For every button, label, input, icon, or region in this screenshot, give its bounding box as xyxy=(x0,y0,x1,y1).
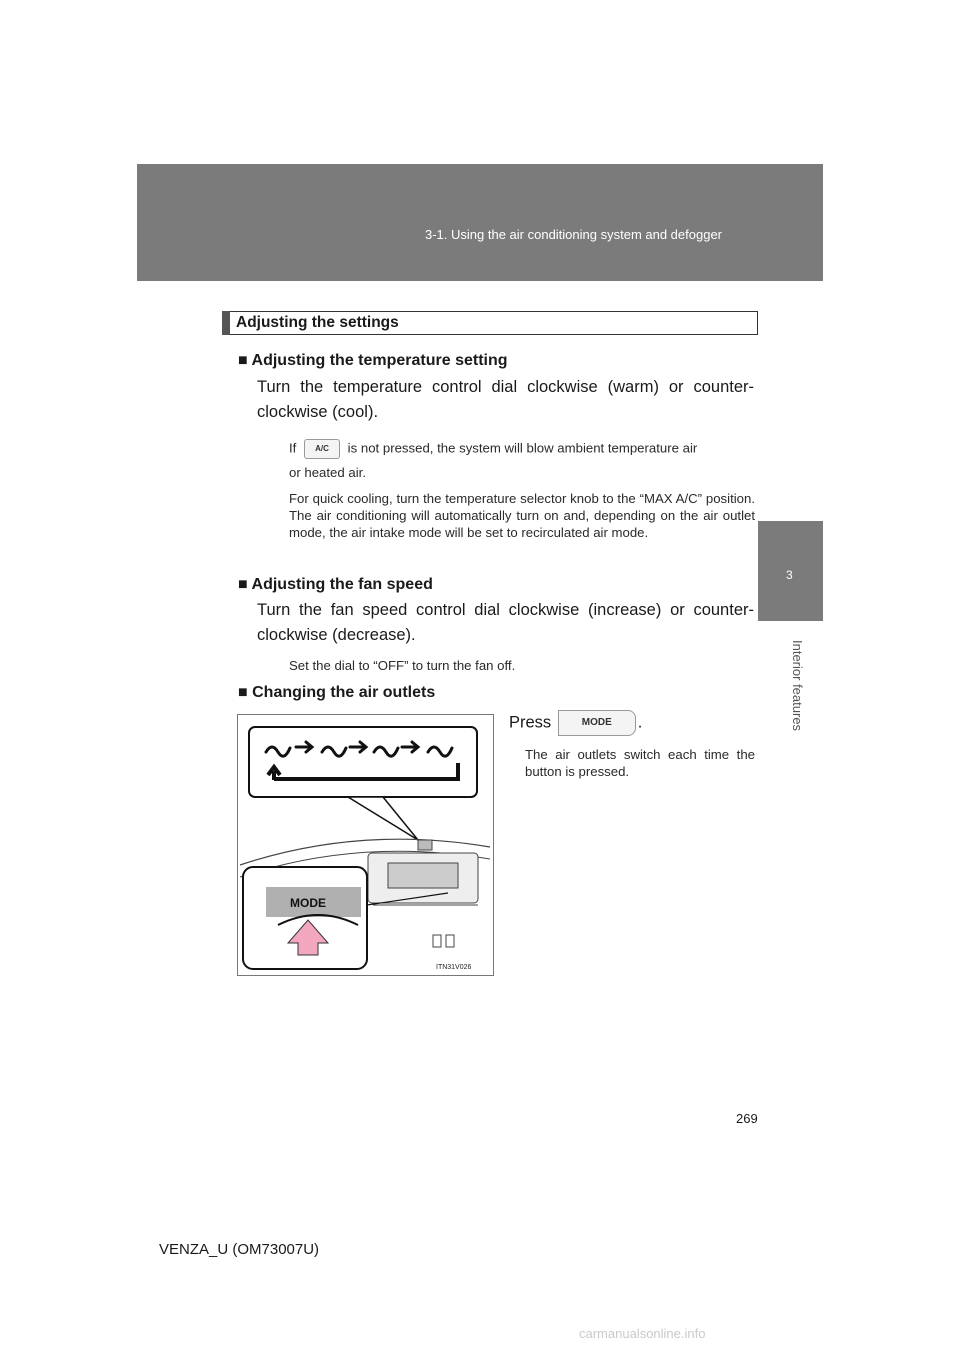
outlets-instruction xyxy=(509,710,642,736)
temperature-note-1 xyxy=(289,439,755,459)
outlets-note: The air outlets switch each time the button is pressed. xyxy=(525,747,755,779)
figure-code: ITN31V026 xyxy=(436,964,472,971)
note-text-prefix: If xyxy=(289,440,297,456)
chapter-number: 3 xyxy=(786,568,793,582)
note-text-suffix: is not pressed, the system will blow ambient temperature air xyxy=(347,440,698,456)
chapter-label: Interior features xyxy=(790,640,805,732)
temperature-note-1-cont: or heated air. xyxy=(289,465,366,480)
page-number: 269 xyxy=(736,1111,758,1126)
mode-button-illustration xyxy=(237,714,494,976)
outlets-heading: ■ Changing the air outlets xyxy=(238,684,436,701)
press-end: . xyxy=(637,713,643,732)
section-heading-marker xyxy=(222,311,230,335)
fan-instruction: Turn the fan speed control dial clockwise (increase) or counter-clockwise (decrease). xyxy=(257,601,754,644)
temperature-heading: ■ Adjusting the temperature setting xyxy=(238,352,508,369)
dashboard-illustration xyxy=(238,715,493,975)
mode-button-icon: MODE xyxy=(558,710,636,736)
fan-note: Set the dial to “OFF” to turn the fan off. xyxy=(289,658,516,673)
watermark: carmanualsonline.info xyxy=(579,1326,706,1341)
chapter-title: 3-1. Using the air conditioning system and defogger xyxy=(425,227,723,242)
temperature-instruction: Turn the temperature control dial clockwise (warm) or counter-clockwise (cool). xyxy=(257,378,754,421)
section-heading: Adjusting the settings xyxy=(236,314,399,331)
press-label: Press xyxy=(509,713,552,732)
mode-button-label: MODE xyxy=(290,896,326,910)
fan-heading: ■ Adjusting the fan speed xyxy=(238,576,433,593)
document-id: VENZA_U (OM73007U) xyxy=(159,1241,320,1258)
header-bar xyxy=(137,164,823,281)
temperature-note-2: For quick cooling, turn the temperature selector knob to the “MAX A/C” position. The air conditioning will automatically turn on and, depending on the air outlet mode, the air intake mode will be set to recirculated air mode. xyxy=(289,491,755,540)
ac-button-icon: A/C xyxy=(304,439,340,459)
